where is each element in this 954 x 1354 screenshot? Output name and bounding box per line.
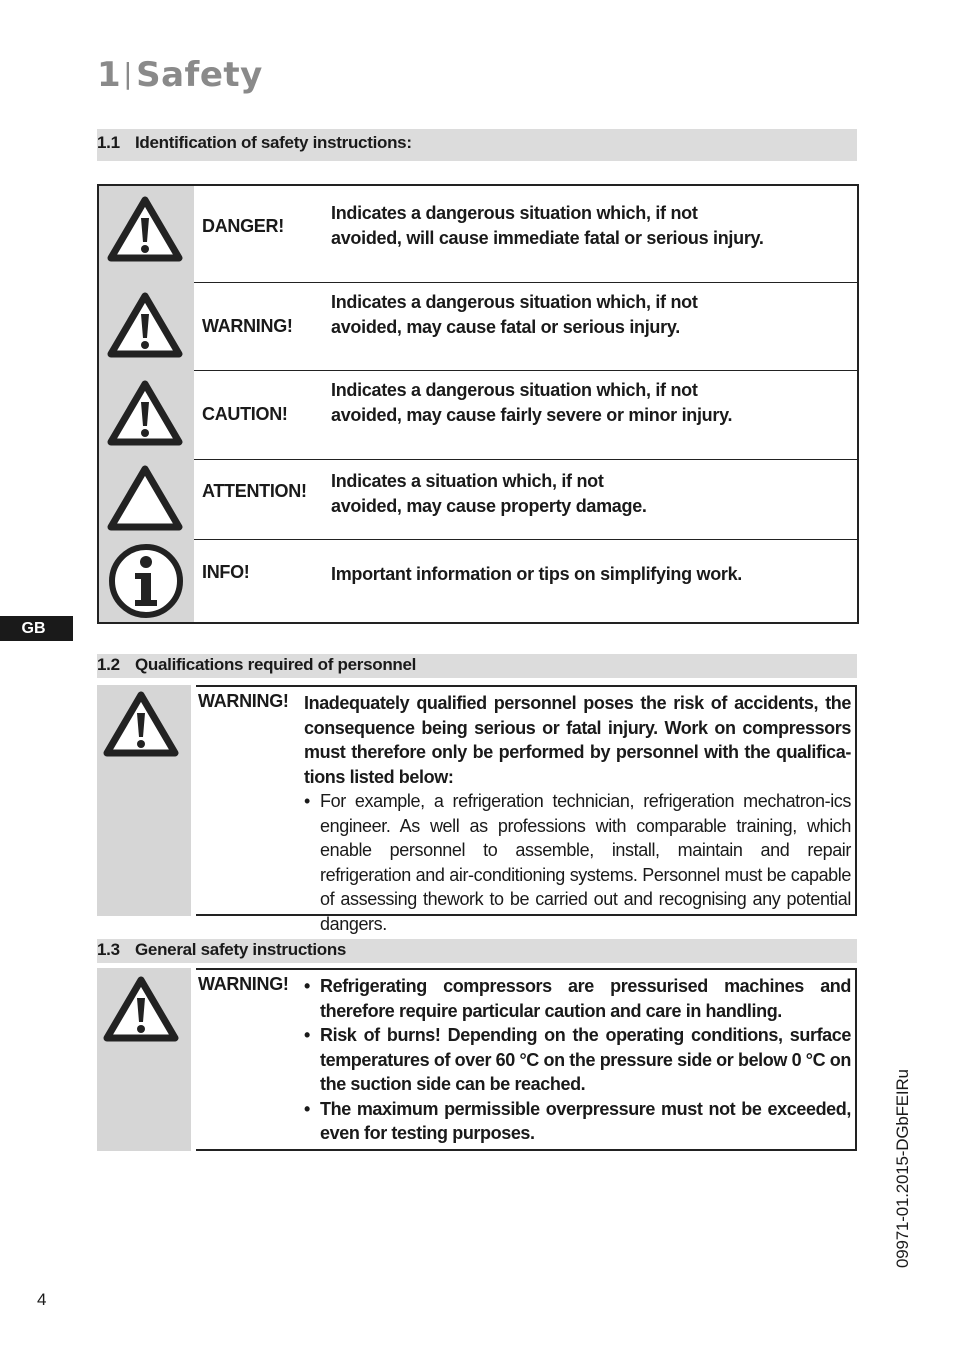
section-heading-1-1 (97, 129, 857, 161)
hazard-description (331, 562, 742, 587)
section-title: General safety instructions (135, 940, 347, 959)
document-code: 09971-01.2015-DGbFEIRu (893, 1069, 912, 1268)
section-title: Qualifications required of personnel (135, 655, 417, 674)
qualifications-warning-box (97, 685, 857, 934)
warning-text (304, 974, 851, 1146)
info-circle-icon (107, 542, 185, 620)
icon-cell (99, 459, 194, 539)
warning-triangle-empty-icon (107, 465, 183, 531)
page-title: 1|Safety (97, 55, 263, 95)
hazard-label: CAUTION! (202, 404, 288, 424)
section-number: 1.3 (97, 940, 120, 959)
hazard-row-warning (99, 282, 857, 371)
icon-cell (99, 282, 194, 370)
hazard-symbol-table (97, 184, 859, 624)
warning-label: WARNING! (198, 974, 289, 994)
description-line: Indicates a dangerous situation which, if not (331, 380, 698, 400)
page-number: 4 (37, 1290, 47, 1309)
hazard-description (331, 201, 764, 251)
bullet-list (304, 974, 851, 1146)
chapter-number: 1 (97, 55, 122, 95)
hazard-label: ATTENTION! (202, 481, 307, 501)
hazard-label: INFO! (202, 562, 250, 582)
bullet-list (304, 789, 851, 936)
hazard-description (331, 378, 732, 428)
description-line: avoided, may cause fatal or serious injury. (331, 317, 680, 337)
hazard-row-danger (99, 186, 857, 283)
list-item: • The maximum permissible overpressure must not be exceeded, even for testing purposes. (304, 1097, 851, 1146)
hazard-label: DANGER! (202, 216, 284, 236)
icon-cell (97, 685, 191, 916)
section-heading-1-2 (97, 654, 857, 678)
warning-intro: Inadequately qualified personnel poses the risk of accidents, the consequence being serious or fatal injury. Work on compressors must therefore only be performed by personnel with the qualifica-tions listed below: (304, 693, 851, 787)
description-line: avoided, will cause immediate fatal or serious injury. (331, 228, 764, 248)
description-line: Indicates a situation which, if not (331, 471, 604, 491)
chapter-title: Safety (136, 55, 263, 95)
warning-triangle-exclamation-icon (103, 691, 179, 757)
description-line: Important information or tips on simplifying work. (331, 564, 743, 584)
hazard-row-attention (99, 459, 857, 540)
description-line: avoided, may cause property damage. (331, 496, 647, 516)
icon-cell (99, 370, 194, 459)
section-heading-1-3 (97, 939, 857, 963)
icon-cell (99, 539, 194, 622)
section-number: 1.2 (97, 655, 120, 674)
icon-cell (97, 968, 191, 1151)
section-number: 1.1 (97, 133, 120, 152)
hazard-row-caution (99, 370, 857, 460)
language-tab: GB (0, 616, 73, 641)
warning-triangle-exclamation-icon (103, 976, 179, 1042)
hazard-label: WARNING! (202, 316, 293, 336)
hazard-description (331, 469, 647, 519)
warning-triangle-exclamation-icon (107, 292, 183, 358)
list-item: • Refrigerating compressors are pressurised machines and therefore require particular caution and care in handling. (304, 974, 851, 1023)
description-line: Indicates a dangerous situation which, if not (331, 292, 698, 312)
icon-cell (99, 186, 194, 282)
general-warning-box (97, 968, 857, 1151)
warning-triangle-exclamation-icon (107, 380, 183, 446)
warning-triangle-exclamation-icon (107, 196, 183, 262)
warning-text (304, 691, 851, 936)
description-line: Indicates a dangerous situation which, if not (331, 203, 698, 223)
description-line: avoided, may cause fairly severe or minor injury. (331, 405, 733, 425)
hazard-description (331, 290, 698, 340)
list-item: • For example, a refrigeration technician, refrigeration mechatron-ics engineer. As well as professions with comparable training, which enable personnel to assemble, install, maintain and repair refrigeration and air-conditioning systems. Personnel must be capable of assessing thework to be carried out and recognising any potential dangers. (304, 789, 851, 936)
list-item: • Risk of burns! Depending on the operating conditions, surface temperatures of over 60 °C on the pressure side or below 0 °C on the suction side can be reached. (304, 1023, 851, 1097)
warning-label: WARNING! (198, 691, 289, 711)
section-title: Identification of safety instructions: (135, 133, 412, 152)
hazard-row-info (99, 539, 857, 622)
